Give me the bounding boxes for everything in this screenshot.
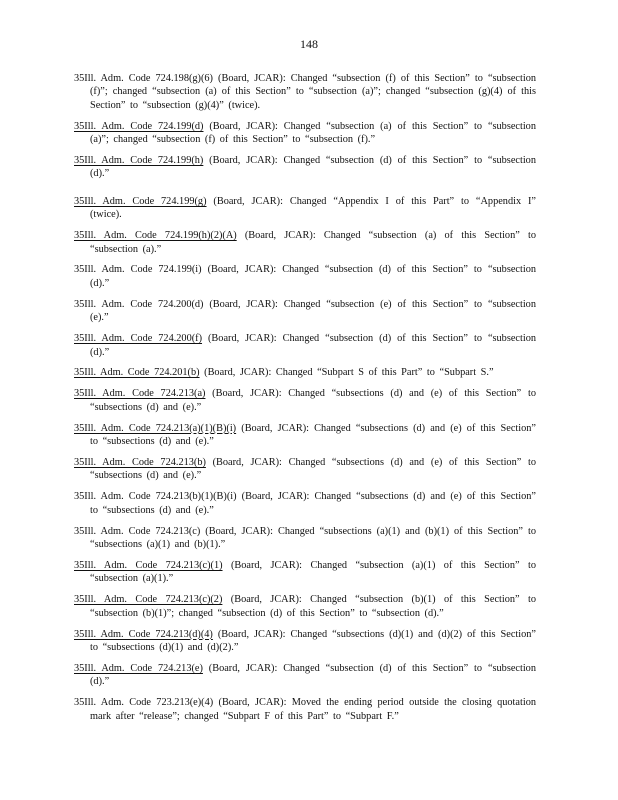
code-citation: 35Ill. Adm. Code 724.199(g) [74,195,207,207]
amendment-entry [74,628,536,655]
code-citation: 35Ill. Adm. Code 724.199(d) [74,120,204,132]
amendment-entry [74,696,536,723]
amendment-text: (Board, JCAR): Changed “subsection (a) of this Section” to “subsection (a).” [90,230,536,255]
code-citation: 35Ill. Adm. Code 724.200(f) [74,333,203,345]
amendment-entry [74,422,536,449]
code-citation: 35Ill. Adm. Code 724.213(d)(4) [74,628,213,640]
amendment-text: (Board, JCAR): Changed “subsection (e) of this Section” to “subsection (e).” [90,298,536,324]
amendment-text: (Board, JCAR): Changed “subsection (d) of this Section” to “subsection (d).” [90,333,536,358]
amendment-entry [74,662,536,689]
amendment-entry [74,154,536,181]
amendment-text: (Board, JCAR): Changed “subsections (d) and (e) of this Section” to “subsections (d) and (e).” [90,491,536,516]
amendment-text: (Board, JCAR): Changed “subsections (d)(1) and (d)(2) of this Section” to “subsections (d)(1) and (d)(2).” [90,628,536,653]
code-citation: 35Ill. Adm. Code 724.213(b)(1)(B)(i) [74,491,237,503]
amendment-text: (Board, JCAR): Changed “subsections (a)(1) and (b)(1) of this Section” to “subsections (a)(1) and (b)(1).” [90,525,536,550]
amendment-text: (Board, JCAR): Changed “subsection (d) of this Section” to “subsection (d).” [90,662,536,688]
amendment-entry [74,263,536,290]
amendment-entry [74,387,536,414]
code-citation: 35Ill. Adm. Code 724.198(g)(6) [74,73,213,84]
amendment-entry [74,525,536,552]
amendment-entry [74,332,536,359]
amendment-text: (Board, JCAR): Changed “subsections (d) and (e) of this Section” to “subsections (d) and (e).” [90,388,536,413]
amendment-text: (Board, JCAR): Changed “Appendix I of this Part” to “Appendix I” (twice). [90,195,536,221]
amendment-text: (Board, JCAR): Changed “subsection (b)(1) of this Section” to “subsection (b)(1)”; changed “subsection (d) of this Section” to “subsection (d).” [90,594,536,619]
amendment-entry [74,298,536,325]
code-citation: 35Ill. Adm. Code 724.213(e) [74,662,203,674]
amendment-entry [74,120,536,147]
amendment-entry [74,366,536,379]
amendment-entry [74,559,536,586]
amendment-entry [74,456,536,483]
amendment-list [74,72,536,730]
amendment-entry [74,593,536,620]
amendment-text: (Board, JCAR): Changed “Subpart S of this Part” to “Subpart S.” [199,367,494,379]
code-citation: 35Ill. Adm. Code 724.213(b) [74,456,206,468]
code-citation: 35Ill. Adm. Code 724.213(a)(1)(B)(i) [74,422,237,434]
amendment-text: (Board, JCAR): Changed “subsection (d) of this Section” to “subsection (d).” [90,155,536,180]
code-citation: 35Ill. Adm. Code 724.213(c)(2) [74,594,223,606]
amendment-text: (Board, JCAR): Changed “subsection (a)(1) of this Section” to “subsection (a)(1).” [90,559,536,585]
amendment-text: (Board, JCAR): Changed “subsections (d) and (e) of this Section” to “subsections (d) and (e).” [90,422,536,448]
code-citation: 35Ill. Adm. Code 724.213(c)(1) [74,559,223,571]
amendment-text: (Board, JCAR): Changed “subsection (d) of this Section” to “subsection (d).” [90,264,536,289]
code-citation: 35Ill. Adm. Code 724.199(i) [74,264,202,276]
code-citation: 35Ill. Adm. Code 724.199(h) [74,155,204,167]
amendment-text: (Board, JCAR): Moved the ending period outside the closing quotation mark after “release”; changed “Subpart F of this Part” to “Subpart F.” [90,697,536,722]
amendment-text: (Board, JCAR): Changed “subsection (f) of this Section” to “subsection (f)”; changed “subsection (a) of this Section” to “subsection (a)”; changed “subsection (g)(4) of this Section” to “subsection (g)(4)” (twice). [90,73,536,111]
amendment-entry [74,490,536,517]
page-number: 148 [300,37,318,51]
code-citation: 35Ill. Adm. Code 724.213(c) [74,525,201,537]
code-citation: 35Ill. Adm. Code 724.199(h)(2)(A) [74,230,237,242]
amendment-text: (Board, JCAR): Changed “subsection (a) of this Section” to “subsection (a)”; changed “subsection (f) of this Section” to “subsection (f).” [90,120,536,146]
amendment-text: (Board, JCAR): Changed “subsections (d) and (e) of this Section” to “subsections (d) and (e).” [90,456,536,482]
code-citation: 35Ill. Adm. Code 723.213(e)(4) [74,697,214,709]
code-citation: 35Ill. Adm. Code 724.201(b) [74,367,200,379]
code-citation: 35Ill. Adm. Code 724.213(a) [74,388,206,400]
amendment-entry [74,229,536,256]
code-citation: 35Ill. Adm. Code 724.200(d) [74,298,204,310]
amendment-entry [74,72,536,112]
amendment-entry [74,195,536,222]
